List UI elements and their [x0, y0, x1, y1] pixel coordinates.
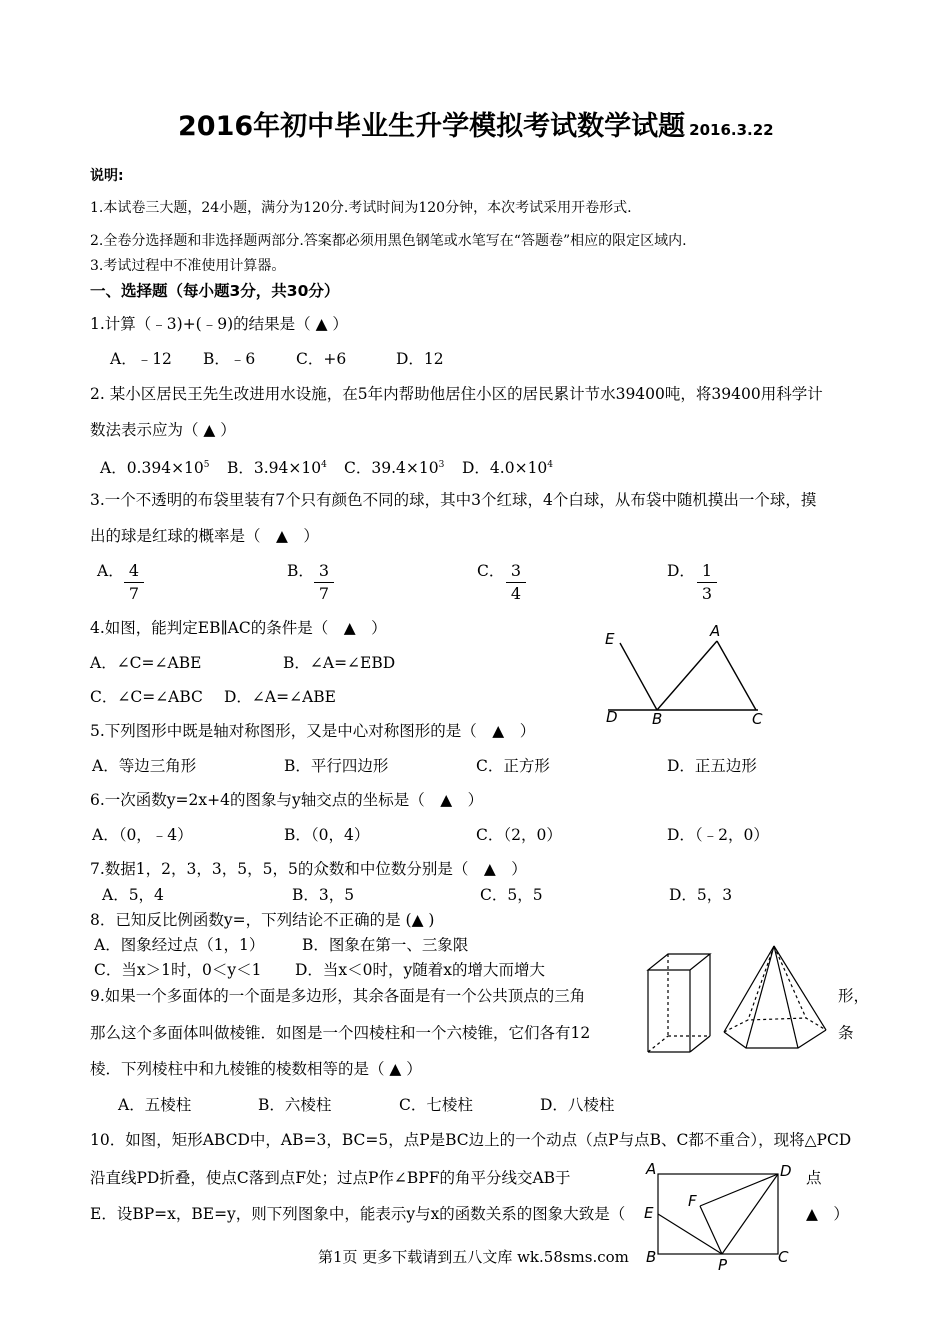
q2-stem-line2: 数法表示应为（ ▲ ）	[90, 421, 236, 439]
title-text: 2016年初中毕业生升学模拟考试数学试题	[178, 111, 686, 142]
q3-stem-line2: 出的球是红球的概率是（ ▲ ）	[90, 527, 319, 545]
q9-option-d: D．八棱柱	[540, 1096, 615, 1114]
q8-option-a: A．图象经过点（1，1）	[94, 936, 265, 954]
label-b: B	[646, 1248, 657, 1266]
q3-option-d: D．	[667, 562, 695, 580]
label-a: A	[710, 622, 721, 640]
q5-option-c: C．正方形	[476, 757, 550, 775]
q2-option-c: C．$39.4\times 10^3$	[344, 459, 445, 477]
q6-option-a: A．（0，﹣4）	[92, 826, 193, 844]
q1-option-a: A．﹣12	[110, 350, 172, 368]
label-a: A	[646, 1160, 657, 1178]
label-f: F	[688, 1192, 697, 1210]
q8-option-b: B．图象在第一、三象限	[302, 936, 469, 954]
q3-option-a: A．	[97, 562, 124, 580]
line-ac	[717, 641, 756, 710]
q4-option-b: B．∠A=∠EBD	[283, 654, 396, 672]
q7-option-d: D．5，3	[669, 886, 733, 904]
q1-option-c: C．+6	[296, 350, 347, 368]
q8-option-c: C．当x＞1时，0＜y＜1	[94, 961, 262, 979]
page-title	[178, 104, 774, 143]
q10-line2-end: 点	[806, 1169, 822, 1187]
q2-option-b: B．$3.94\times 10^4$	[227, 459, 327, 477]
q10-line3-end: ▲ ）	[806, 1205, 849, 1223]
q3-option-c: C．	[477, 562, 505, 580]
q5-option-b: B．平行四边形	[284, 757, 389, 775]
label-e: E	[605, 630, 615, 648]
q10-line2: 沿直线PD折叠，使点C落到点F处；过点P作∠BPF的角平分线交AB于	[90, 1169, 571, 1187]
q3-fraction-d: $\frac{1}{3}$	[697, 562, 717, 603]
q8-option-d: D．当x＜0时，y随着x的增大而增大	[295, 961, 546, 979]
q4-stem: 4.如图，能判定EB∥AC的条件是（ ▲ ）	[90, 619, 387, 637]
q8-stem: 8．已知反比例函数y=，下列结论不正确的是 (▲ )	[90, 911, 435, 929]
q9-line2: 那么这个多面体叫做棱锥．如图是一个四棱柱和一个六棱锥，它们各有12	[90, 1024, 591, 1042]
q9-line3: 棱．下列棱柱中和九棱锥的棱数相等的是（ ▲ ）	[90, 1060, 422, 1078]
note-1: 1.本试卷三大题，24小题，满分为120分.考试时间为120分钟，本次考试采用开卷形式.	[90, 200, 632, 216]
notes-heading: 说明:	[90, 168, 124, 184]
label-p: P	[718, 1256, 728, 1273]
q9-line2-end: 条	[838, 1024, 854, 1042]
q2-option-d: D．$4.0\times 10^4$	[462, 459, 554, 477]
label-e: E	[644, 1204, 654, 1222]
q2-option-a: A．$0.394\times 10^5$	[100, 459, 210, 477]
q7-stem: 7.数据1，2，3，3，5，5，5的众数和中位数分别是（ ▲ ）	[90, 860, 527, 878]
label-d: D	[606, 708, 618, 726]
q5-option-d: D．正五边形	[667, 757, 757, 775]
q9-line1: 9.如果一个多面体的一个面是多边形，其余各面是有一个公共顶点的三角	[90, 987, 586, 1005]
q4-option-c: C．∠C=∠ABC	[90, 688, 203, 706]
label-d: D	[780, 1162, 792, 1180]
q3-fraction-a: $\frac{4}{7}$	[124, 562, 144, 603]
q10-figure	[640, 1158, 800, 1273]
q9-option-b: B．六棱柱	[258, 1096, 332, 1114]
q4-option-d: D．∠A=∠ABE	[224, 688, 336, 706]
q10-line1: 10．如图，矩形ABCD中，AB=3，BC=5，点P是BC边上的一个动点（点P与点B、C都不重合），现将△PCD	[90, 1131, 852, 1149]
q6-option-b: B．（0，4）	[284, 826, 370, 844]
q6-option-d: D．（﹣2，0）	[667, 826, 769, 844]
six-pyramid	[724, 946, 826, 1048]
q7-option-a: A．5，4	[102, 886, 164, 904]
page-footer: 第1页 更多下载请到五八文库 wk.58sms.com	[318, 1248, 629, 1266]
note-2: 2.全卷分选择题和非选择题两部分.答案都必须用黑色钢笔或水笔写在“答题卷”相应的限定区域内.	[90, 233, 687, 249]
q9-option-c: C．七棱柱	[399, 1096, 473, 1114]
q6-stem: 6.一次函数y=2x+4的图象与y轴交点的坐标是（ ▲ ）	[90, 791, 484, 809]
q6-option-c: C．（2，0）	[476, 826, 562, 844]
q3-fraction-b: $\frac{3}{7}$	[314, 562, 334, 603]
q9-line1-end: 形，	[838, 987, 870, 1005]
q3-stem-line1: 3.一个不透明的布袋里装有7个只有颜色不同的球，其中3个红球，4个白球，从布袋中随机摸出一个球，摸	[90, 491, 817, 509]
q5-option-a: A．等边三角形	[92, 757, 197, 775]
q4-figure	[598, 620, 778, 730]
label-c: C	[778, 1248, 789, 1266]
q4-option-a: A．∠C=∠ABE	[90, 654, 202, 672]
note-3: 3.考试过程中不准使用计算器。	[90, 258, 286, 274]
q10-line3: E．设BP=x，BE=y，则下列图象中，能表示y与x的函数关系的图象大致是（	[90, 1205, 626, 1223]
four-prism	[648, 954, 710, 1052]
q5-stem: 5.下列图形中既是轴对称图形，又是中心对称图形的是（ ▲ ）	[90, 722, 536, 740]
label-c: C	[752, 710, 763, 728]
q3-option-b: B．	[287, 562, 314, 580]
section-heading: 一、选择题（每小题3分，共30分）	[90, 282, 340, 300]
q1-option-b: B．﹣6	[203, 350, 256, 368]
q7-option-b: B．3，5	[292, 886, 355, 904]
q3-fraction-c: $\frac{3}{4}$	[506, 562, 526, 603]
label-b: B	[652, 710, 663, 728]
q1-option-d: D．12	[396, 350, 444, 368]
q7-option-c: C．5，5	[480, 886, 543, 904]
line-ba	[657, 641, 717, 710]
line-eb	[620, 643, 657, 710]
q1-stem: 1.计算（﹣3)+(﹣9)的结果是（ ▲ ）	[90, 315, 348, 333]
q2-stem-line1: 2. 某小区居民王先生改进用水设施，在5年内帮助他居住小区的居民累计节水39400吨，将39400用科学计	[90, 385, 823, 403]
q9-option-a: A．五棱柱	[118, 1096, 192, 1114]
title-date: 2016.3.22	[689, 121, 774, 139]
q9-figure	[640, 940, 840, 1065]
